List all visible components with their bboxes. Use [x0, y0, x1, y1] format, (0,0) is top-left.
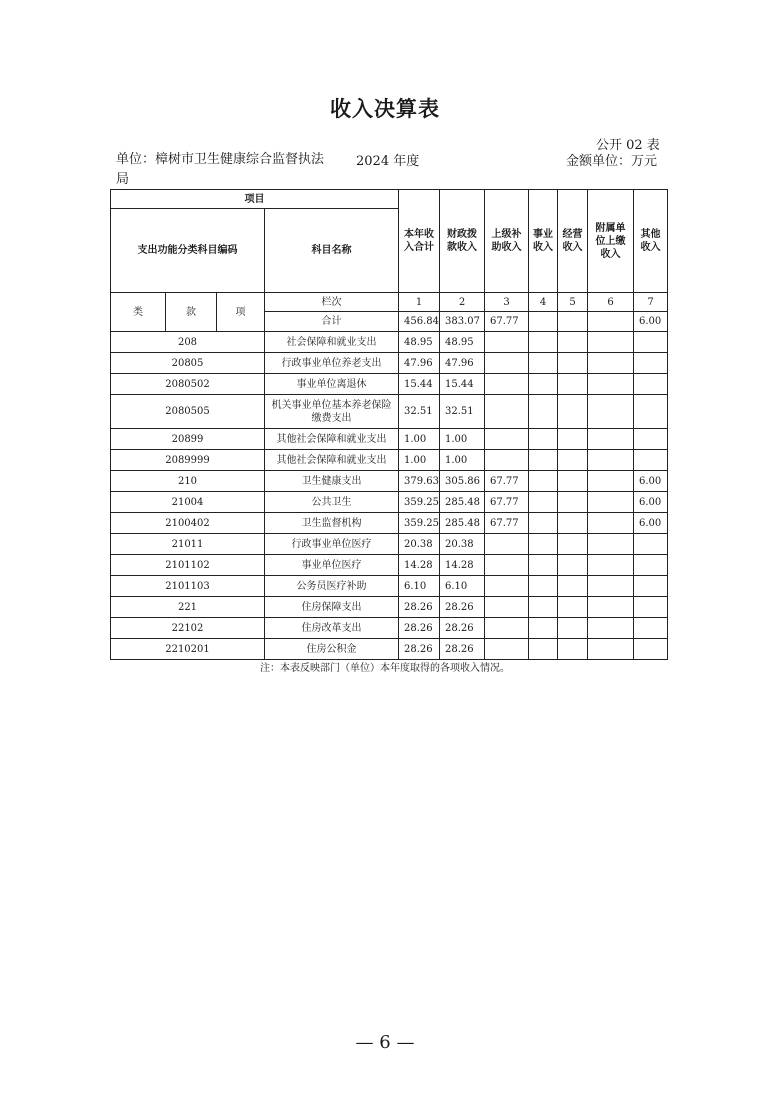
subject-code: 2210201 [111, 639, 265, 660]
col-header-fiscal: 财政拨款收入 [440, 190, 485, 293]
value-cell: 285.48 [440, 513, 485, 534]
value-cell [588, 597, 634, 618]
value-cell: 1.00 [399, 429, 440, 450]
value-cell: 28.26 [399, 618, 440, 639]
value-cell [529, 332, 558, 353]
value-cell [558, 639, 588, 660]
value-cell [485, 450, 529, 471]
value-cell: 67.77 [485, 492, 529, 513]
subject-name: 事业单位医疗 [265, 555, 399, 576]
subject-name: 住房保障支出 [265, 597, 399, 618]
value-cell [558, 513, 588, 534]
total-cell [588, 312, 634, 332]
value-cell: 67.77 [485, 513, 529, 534]
col-number: 1 [399, 293, 440, 312]
value-cell [634, 353, 668, 374]
subject-code: 20805 [111, 353, 265, 374]
value-cell: 6.00 [634, 513, 668, 534]
value-cell [558, 429, 588, 450]
subject-code: 221 [111, 597, 265, 618]
total-cell: 383.07 [440, 312, 485, 332]
value-cell [634, 555, 668, 576]
table-row [111, 332, 668, 353]
subject-code: 208 [111, 332, 265, 353]
col-header-affiliate: 附属单位上缴收入 [588, 190, 634, 293]
value-cell: 28.26 [440, 618, 485, 639]
value-cell: 14.28 [440, 555, 485, 576]
value-cell [529, 597, 558, 618]
subject-code: 2080505 [111, 395, 265, 429]
table-row [111, 618, 668, 639]
value-cell: 20.38 [399, 534, 440, 555]
value-cell [485, 597, 529, 618]
value-cell [529, 374, 558, 395]
subject-name: 事业单位离退休 [265, 374, 399, 395]
value-cell: 305.86 [440, 471, 485, 492]
col-number: 7 [634, 293, 668, 312]
subject-name: 行政事业单位医疗 [265, 534, 399, 555]
page-title: 收入决算表 [330, 96, 440, 121]
table-row [111, 534, 668, 555]
value-cell [558, 332, 588, 353]
value-cell [588, 395, 634, 429]
subject-name: 卫生健康支出 [265, 471, 399, 492]
value-cell [529, 555, 558, 576]
subject-name-header: 科目名称 [265, 209, 399, 293]
subject-name: 公务员医疗补助 [265, 576, 399, 597]
value-cell: 379.63 [399, 471, 440, 492]
value-cell [529, 639, 558, 660]
col-number: 3 [485, 293, 529, 312]
table-row [111, 374, 668, 395]
subject-name: 卫生监督机构 [265, 513, 399, 534]
kuan-header: 款 [166, 293, 217, 332]
table-row [111, 353, 668, 374]
value-cell: 28.26 [440, 597, 485, 618]
value-cell: 359.25 [399, 513, 440, 534]
page-number: — 6 — [355, 1032, 415, 1053]
value-cell [485, 534, 529, 555]
value-cell [485, 374, 529, 395]
fiscal-year: 2024 年度 [356, 154, 420, 169]
value-cell [558, 374, 588, 395]
value-cell [529, 492, 558, 513]
subject-code: 2080502 [111, 374, 265, 395]
table-row [111, 471, 668, 492]
value-cell [529, 353, 558, 374]
value-cell [485, 576, 529, 597]
col-header-other: 其他收入 [634, 190, 668, 293]
subject-code: 210 [111, 471, 265, 492]
value-cell: 1.00 [440, 429, 485, 450]
value-cell [558, 555, 588, 576]
form-number: 公开 02 表 [596, 138, 660, 153]
value-cell: 285.48 [440, 492, 485, 513]
subject-code: 22102 [111, 618, 265, 639]
subject-name: 住房改革支出 [265, 618, 399, 639]
value-cell: 28.26 [399, 639, 440, 660]
value-cell [634, 639, 668, 660]
subject-code: 2089999 [111, 450, 265, 471]
value-cell [634, 374, 668, 395]
value-cell [558, 534, 588, 555]
total-cell: 67.77 [485, 312, 529, 332]
value-cell [558, 395, 588, 429]
value-cell [558, 450, 588, 471]
value-cell [588, 555, 634, 576]
total-cell: 456.84 [399, 312, 440, 332]
value-cell [485, 353, 529, 374]
col-number: 2 [440, 293, 485, 312]
project-header: 项目 [111, 190, 399, 209]
value-cell [485, 429, 529, 450]
subject-code: 21011 [111, 534, 265, 555]
value-cell [529, 513, 558, 534]
value-cell [588, 471, 634, 492]
col-number: 5 [558, 293, 588, 312]
table-row [111, 395, 668, 429]
value-cell [588, 492, 634, 513]
subject-name: 社会保障和就业支出 [265, 332, 399, 353]
value-cell [558, 471, 588, 492]
col-number: 6 [588, 293, 634, 312]
value-cell: 48.95 [399, 332, 440, 353]
table-row [111, 429, 668, 450]
total-cell [558, 312, 588, 332]
subject-name: 住房公积金 [265, 639, 399, 660]
subject-code: 2100402 [111, 513, 265, 534]
value-cell [588, 576, 634, 597]
total-label: 合计 [265, 312, 399, 332]
value-cell: 6.00 [634, 492, 668, 513]
value-cell: 47.96 [399, 353, 440, 374]
value-cell [558, 618, 588, 639]
table-row [111, 555, 668, 576]
table-note: 注：本表反映部门（单位）本年度取得的各项收入情况。 [260, 663, 510, 674]
value-cell [634, 576, 668, 597]
value-cell [588, 429, 634, 450]
value-cell [634, 450, 668, 471]
value-cell [588, 353, 634, 374]
value-cell: 359.25 [399, 492, 440, 513]
value-cell [634, 332, 668, 353]
value-cell [529, 534, 558, 555]
subject-name: 公共卫生 [265, 492, 399, 513]
value-cell: 32.51 [440, 395, 485, 429]
table-row [111, 513, 668, 534]
col-header-subsidy: 上级补助收入 [485, 190, 529, 293]
value-cell: 6.10 [399, 576, 440, 597]
value-cell: 6.10 [440, 576, 485, 597]
subject-code: 20899 [111, 429, 265, 450]
col-header-operating: 经营收入 [558, 190, 588, 293]
xiang-header: 项 [217, 293, 265, 332]
value-cell [634, 534, 668, 555]
value-cell [634, 618, 668, 639]
value-cell: 28.26 [399, 597, 440, 618]
value-cell [485, 395, 529, 429]
value-cell: 1.00 [399, 450, 440, 471]
value-cell [558, 576, 588, 597]
value-cell [529, 618, 558, 639]
col-number: 4 [529, 293, 558, 312]
value-cell [634, 597, 668, 618]
table-row [111, 450, 668, 471]
subject-name: 其他社会保障和就业支出 [265, 450, 399, 471]
table-row [111, 597, 668, 618]
value-cell [529, 395, 558, 429]
total-cell: 6.00 [634, 312, 668, 332]
value-cell [558, 492, 588, 513]
value-cell [634, 395, 668, 429]
value-cell [588, 639, 634, 660]
value-cell: 15.44 [440, 374, 485, 395]
value-cell [485, 639, 529, 660]
value-cell [529, 576, 558, 597]
table-row [111, 576, 668, 597]
code-group-header: 支出功能分类科目编码 [111, 209, 265, 293]
value-cell: 15.44 [399, 374, 440, 395]
lei-header: 类 [111, 293, 166, 332]
value-cell [485, 332, 529, 353]
subject-code: 2101103 [111, 576, 265, 597]
value-cell [588, 374, 634, 395]
value-cell: 67.77 [485, 471, 529, 492]
income-table [110, 189, 668, 660]
value-cell [558, 353, 588, 374]
value-cell: 1.00 [440, 450, 485, 471]
value-cell [485, 618, 529, 639]
col-header-total: 本年收入合计 [399, 190, 440, 293]
value-cell [485, 555, 529, 576]
value-cell: 32.51 [399, 395, 440, 429]
unit-label: 单位：樟树市卫生健康综合监督执法局 [116, 152, 325, 187]
value-cell [588, 618, 634, 639]
subject-name: 行政事业单位养老支出 [265, 353, 399, 374]
money-unit: 金额单位：万元 [566, 154, 658, 169]
value-cell [529, 450, 558, 471]
value-cell: 14.28 [399, 555, 440, 576]
value-cell [634, 429, 668, 450]
value-cell [529, 471, 558, 492]
value-cell [529, 429, 558, 450]
value-cell: 47.96 [440, 353, 485, 374]
value-cell [588, 513, 634, 534]
subject-name: 机关事业单位基本养老保险缴费支出 [265, 395, 399, 429]
subject-code: 2101102 [111, 555, 265, 576]
value-cell [588, 332, 634, 353]
lanci-label: 栏次 [265, 293, 399, 312]
value-cell [588, 450, 634, 471]
value-cell: 6.00 [634, 471, 668, 492]
value-cell: 20.38 [440, 534, 485, 555]
value-cell: 28.26 [440, 639, 485, 660]
table-row [111, 639, 668, 660]
value-cell [588, 534, 634, 555]
value-cell [558, 597, 588, 618]
col-header-business: 事业收入 [529, 190, 558, 293]
total-cell [529, 312, 558, 332]
table-row [111, 492, 668, 513]
value-cell: 48.95 [440, 332, 485, 353]
subject-name: 其他社会保障和就业支出 [265, 429, 399, 450]
subject-code: 21004 [111, 492, 265, 513]
